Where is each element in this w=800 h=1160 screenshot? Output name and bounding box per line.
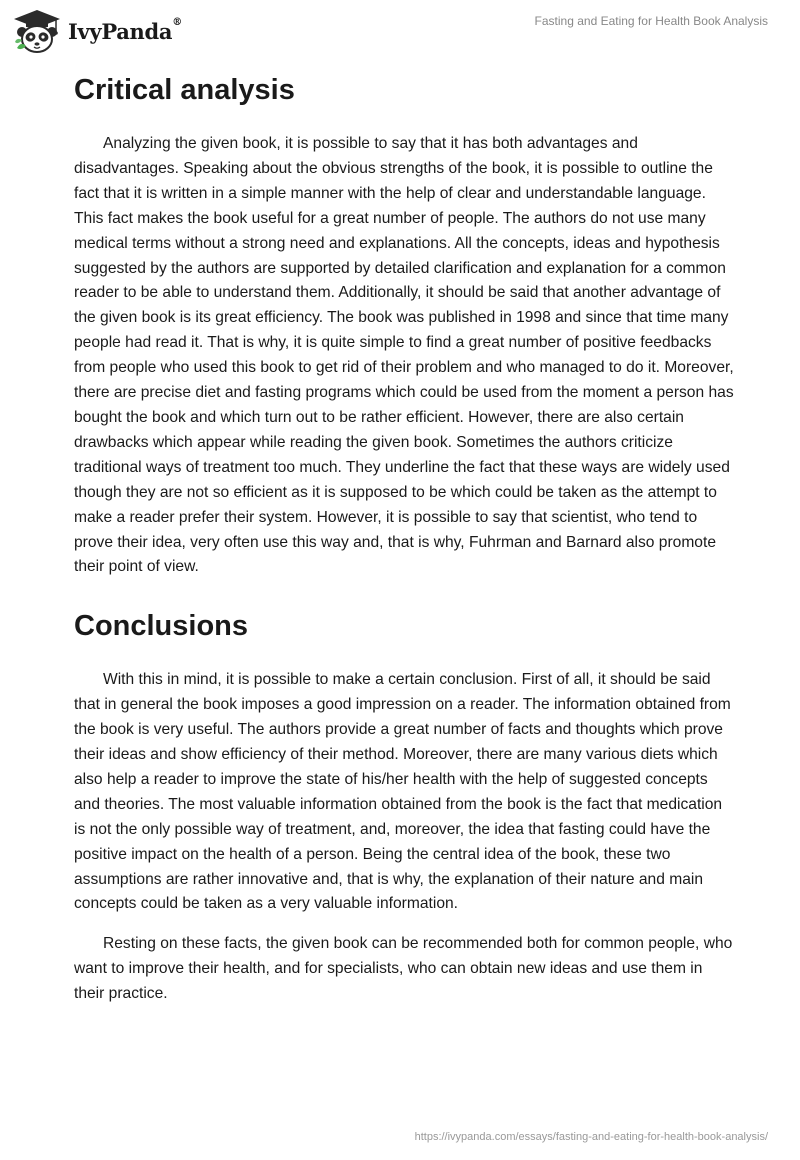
logo[interactable] <box>12 8 182 54</box>
logo-text: IvyPanda® <box>68 16 182 44</box>
document-title: Fasting and Eating for Health Book Analysis <box>534 14 768 28</box>
source-url-link[interactable]: https://ivypanda.com/essays/fasting-and-eating-for-health-book-analysis/ <box>414 1131 768 1143</box>
panda-logo-icon <box>12 8 62 54</box>
conclusions-heading: Conclusions <box>74 610 249 643</box>
critical-analysis-paragraph: Analyzing the given book, it is possible to say that it has both advantages and disadvantages. Speaking about the obvious strengths of the book, it is possible to outline the fact that it is written in a simple manner with the help of clear and understandable language. This fact makes the book useful for a great number of people. The authors do not use many medical terms without a strong need and explanations. All the concepts, ideas and hypothesis suggested by the authors are supported by detailed clarification and explanation for a common reader to be able to understand them. Additionally, it should be said that another advantage of the given book is its great efficiency. The book was published in 1998 and since that time many people had read it. That is why, it is quite simple to find a great number of positive feedbacks from people who used this book to get rid of their problem and who managed to do it. Moreover, there are precise diet and fasting programs which could be used from the moment a person has bought the book and which turn out to be rather efficient. However, there are also certain drawbacks which appear while reading the given book. Sometimes the authors criticize traditional ways of treatment too much. They underline the fact that these ways are widely used though they are not so efficient as it is supposed to be which could be taken as the attempt to make a reader prefer their system. However, it is possible to say that scientist, who tend to prove their idea, very often use this way and, that is why, Fuhrman and Barnard also promote their point of view. <box>74 135 734 576</box>
conclusions-paragraph-2: Resting on these facts, the given book can be recommended both for common people, who want to improve their health, and for specialists, who can obtain new ideas and use them in their practice. <box>74 935 733 1003</box>
critical-analysis-heading: Critical analysis <box>74 74 295 106</box>
page-header <box>0 0 800 64</box>
essay-content <box>74 68 734 1007</box>
registered-mark: ® <box>172 16 182 28</box>
conclusions-paragraph-1: With this in mind, it is possible to make a certain conclusion. First of all, it should be said that in general the book imposes a good impression on a reader. The information obtained from the book is very useful. The authors provide a great number of facts and thoughts which prove their ideas and show efficiency of their method. Moreover, there are many various diets which also help a reader to improve the state of his/her health with the help of suggested concepts and theories. The most valuable information obtained from the book is the fact that medication is not the only possible way of treatment, and, moreover, the idea that fasting could have the positive impact on the health of a person. Being the central idea of the book, these two assumptions are rather innovative and, that is why, the explanation of their nature and main concepts could be taken as a very valuable information. <box>74 671 731 913</box>
